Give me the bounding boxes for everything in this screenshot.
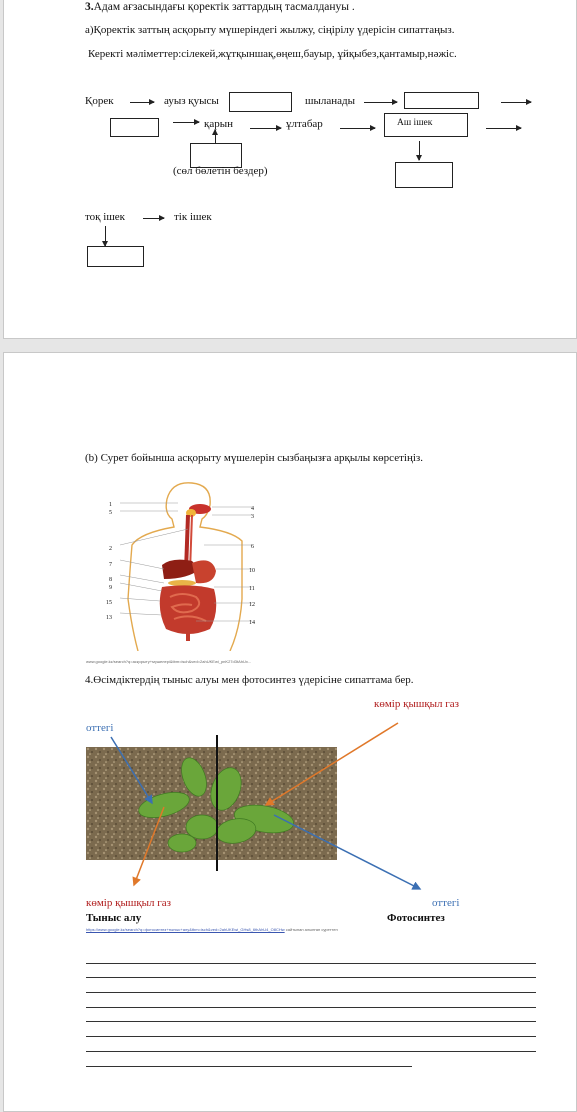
oxygen-label-top: оттегі (86, 722, 114, 734)
organ-label-14: 14 (249, 620, 255, 626)
organ-label-8: 8 (109, 577, 112, 583)
answer-line[interactable] (86, 963, 536, 964)
flow-large-intestine: тоқ ішек (85, 211, 126, 223)
arrow-icon (340, 128, 375, 129)
gas-exchange-arrows (86, 713, 466, 903)
answer-line[interactable] (86, 1066, 412, 1067)
organ-label-7: 7 (109, 562, 112, 568)
answer-box-6[interactable] (87, 246, 144, 267)
flow-food: Қорек (85, 95, 114, 107)
task3-heading (85, 1, 355, 14)
task3-info: Керекті мәліметтер:сілекей,жұтқыншақ,өңеш,бауыр, ұйқыбез,қантамыр,нәжіс. (88, 48, 457, 60)
answer-line[interactable] (86, 1021, 536, 1022)
answer-box-1[interactable] (229, 92, 292, 112)
worksheet-page-2 (3, 352, 577, 1112)
answer-line[interactable] (86, 977, 536, 978)
answer-box-2[interactable] (404, 92, 479, 109)
answer-line[interactable] (86, 1051, 536, 1052)
image-source-1: www.google.kz/search?q=асқорыту+мүшелері&tbm=isch&ved=2ahUKEwi_pnK27d3tAhUx... (86, 659, 252, 664)
co2-label-top: көмір қышқыл газ (374, 698, 460, 710)
answer-box-3[interactable] (110, 118, 159, 137)
arrow-icon (250, 128, 281, 129)
flow-chewed: шыланады (305, 95, 355, 107)
answer-box-5[interactable] (395, 162, 453, 188)
digestive-system-image (92, 479, 267, 651)
flow-duodenum: ұлтабар (286, 118, 323, 130)
flow-mouth: ауыз қуысы (164, 95, 219, 107)
arrow-down-icon (419, 141, 420, 160)
answer-line[interactable] (86, 992, 536, 993)
organ-label-11: 11 (249, 586, 255, 592)
arrow-icon (364, 102, 397, 103)
task4-heading: 4.Өсімдіктердің тыныс алуы мен фотосинтез үдерісіне сипаттама бер. (85, 674, 414, 686)
organ-label-6: 6 (251, 544, 254, 550)
arrow-up-icon (215, 130, 216, 143)
respiration-label: Тыныс алу (86, 912, 142, 924)
answer-line[interactable] (86, 1036, 536, 1037)
organ-label-5: 5 (109, 510, 112, 516)
task3-number: 3. (85, 1, 94, 13)
organ-label-2: 2 (109, 546, 112, 552)
task3-title: Адам ағзасындағы қоректік заттардың тасмалдануы . (93, 1, 355, 13)
organ-label-15: 15 (106, 600, 112, 606)
flow-stomach: қарын (204, 118, 234, 130)
arrow-down-icon (105, 226, 106, 246)
organ-label-4: 4 (251, 506, 254, 512)
arrow-icon (501, 102, 531, 103)
oxygen-label-bottom: оттегі (432, 897, 460, 909)
small-intestine-box (384, 113, 468, 137)
task-b-text: (b) Сурет бойынша асқорыту мүшелерін сызбаңызға арқылы көрсетіңіз. (85, 452, 423, 464)
organ-label-1: 1 (109, 502, 112, 508)
flow-rectum: тік ішек (174, 211, 212, 223)
answer-line[interactable] (86, 1007, 536, 1008)
worksheet-page-1 (3, 0, 577, 339)
flow-small-intestine: Аш ішек (397, 118, 433, 128)
co2-label-bottom: көмір қышқыл газ (86, 897, 172, 909)
source-note: сайтынан алынған суреттен (285, 927, 338, 932)
image-source-2 (86, 927, 338, 932)
arrow-icon (486, 128, 521, 129)
organ-label-3: 3 (251, 514, 254, 520)
task3-question-a: а)Қоректік заттың асқорыту мүшеріндегі жылжу, сіңірілу үдерісін сипаттаңыз. (85, 24, 455, 36)
photosynthesis-label: Фотосинтез (387, 912, 445, 924)
organ-label-9: 9 (109, 585, 112, 591)
arrow-icon (143, 218, 164, 219)
organ-label-13: 13 (106, 615, 112, 621)
organ-label-10: 10 (249, 568, 255, 574)
arrow-icon (173, 122, 199, 123)
arrow-icon (130, 102, 154, 103)
organ-label-12: 12 (249, 602, 255, 608)
source-link[interactable]: https://www.google.kz/search?q=фотосинтез+тыныс+алу&tbm=isch&ved=2ahUKEwi_GHs8_6thAhU4_O8CHw (86, 927, 285, 932)
flow-glands: (сөл бөлетін бездер) (173, 165, 268, 177)
